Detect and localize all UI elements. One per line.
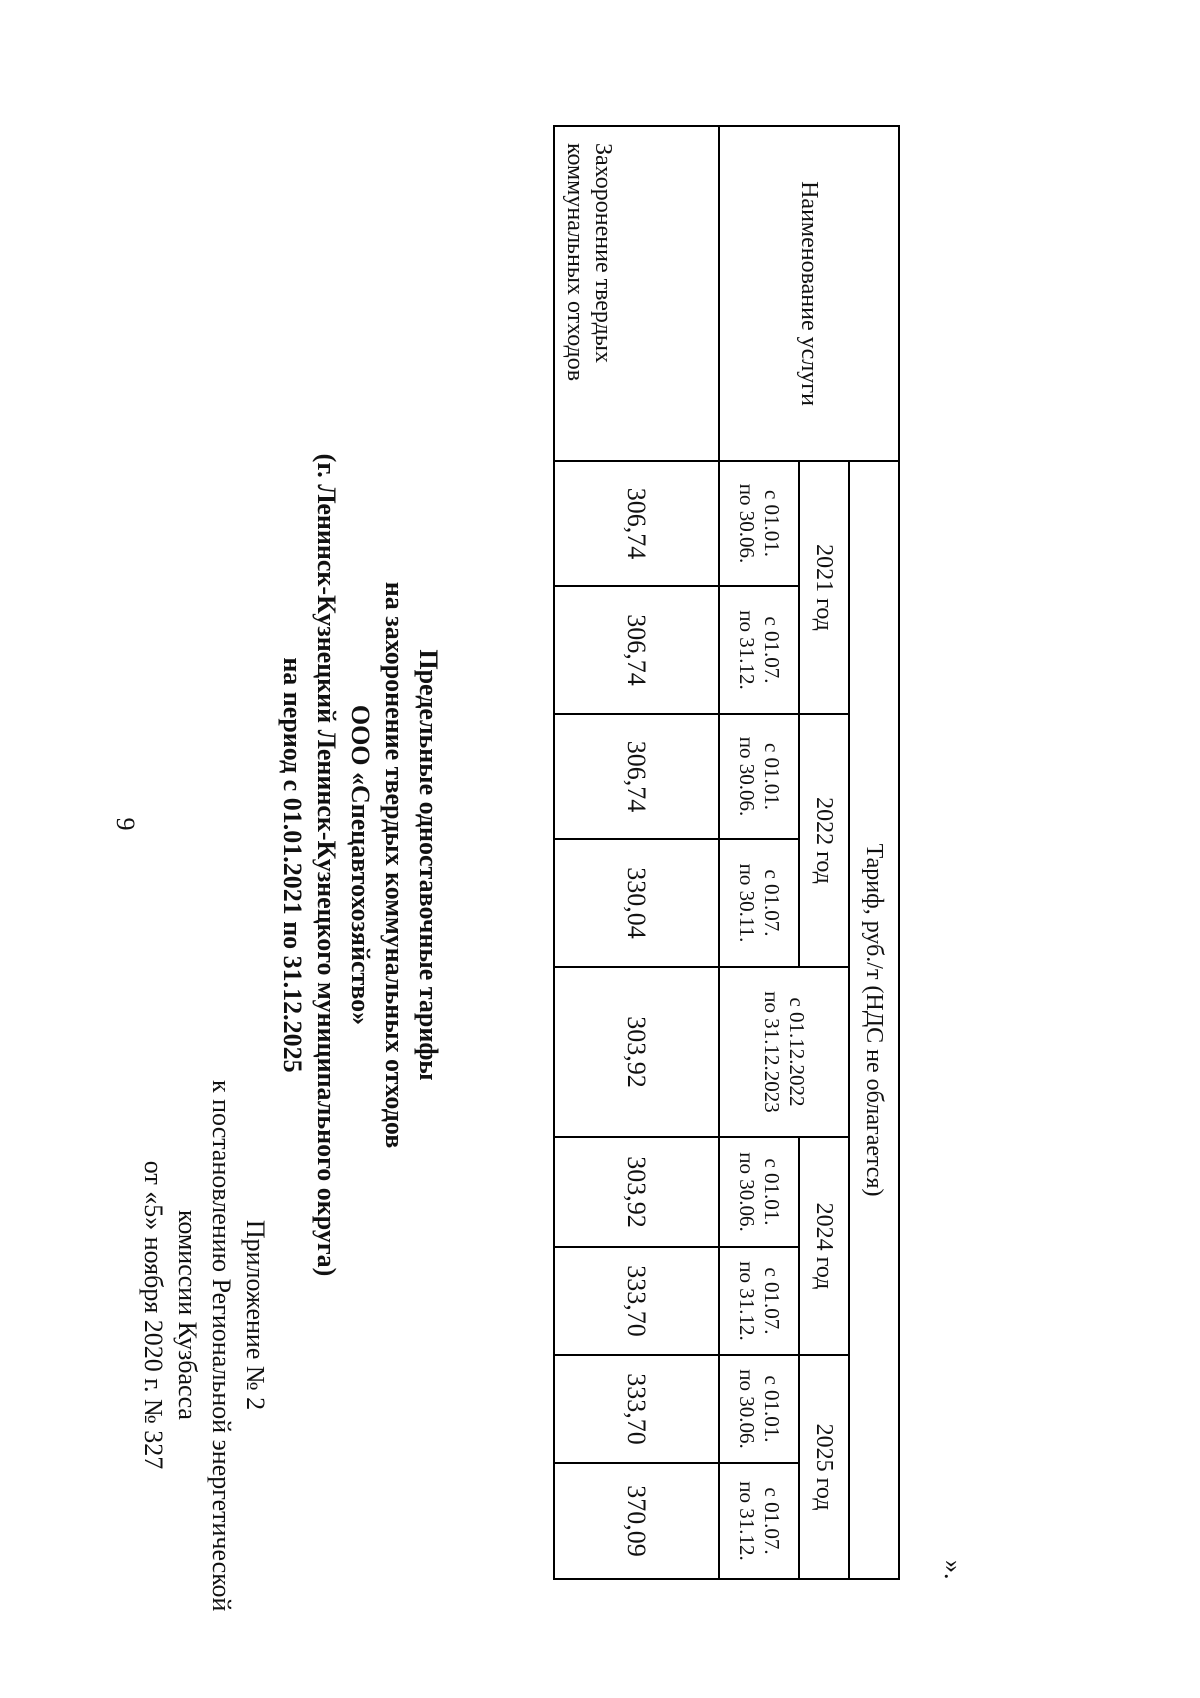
appendix-line: комиссии Кузбасса — [173, 1210, 202, 1420]
period-from: с 01.07. — [760, 1267, 784, 1335]
service-name-line: Захоронение твердых — [590, 143, 616, 363]
appendix-line: Приложение № 2 — [241, 1219, 270, 1411]
period-to: по 31.12.2023 — [760, 991, 784, 1113]
tariff-value-cell: 330,04 — [554, 839, 719, 967]
tariff-header: Тариф, руб./т (НДС не облагается) — [849, 461, 899, 1579]
title-line: (г. Ленинск-Кузнецкий Ленинск-Кузнецкого муниципального округа) — [312, 453, 341, 1277]
appendix-line: к постановлению Региональной энергетической — [207, 1080, 236, 1612]
period-header-2024-h2 — [719, 1247, 799, 1355]
tariff-value-cell: 370,09 — [554, 1463, 719, 1579]
period-from: с 01.07. — [760, 1487, 784, 1555]
year-2024-header: 2024 год — [799, 1137, 849, 1355]
period-from: с 01.01. — [760, 742, 784, 811]
period-from: с 01.01. — [760, 1375, 784, 1443]
title-line: на период с 01.01.2021 по 31.12.2025 — [278, 657, 307, 1073]
closing-quote-mark: ». — [939, 1560, 968, 1580]
service-name-line: коммунальных отходов — [562, 143, 588, 382]
period-header-2022-h1 — [719, 714, 799, 839]
period-to: по 30.06. — [735, 483, 759, 564]
period-from: с 01.12.2022 — [785, 997, 809, 1107]
period-to: по 30.11. — [735, 863, 759, 943]
service-name-header: Наименование услуги — [719, 126, 899, 461]
period-header-2025-h2 — [719, 1463, 799, 1579]
period-to: по 30.06. — [735, 736, 759, 817]
tariff-value-cell: 333,70 — [554, 1247, 719, 1355]
tariff-table — [553, 125, 900, 1580]
year-2021-header: 2021 год — [799, 461, 849, 714]
document-title — [275, 340, 445, 1390]
title-line: на захоронение твердых коммунальных отходов — [380, 581, 409, 1149]
title-line: Предельные одноставочные тарифы — [414, 649, 443, 1081]
tariff-value-cell: 306,74 — [554, 714, 719, 839]
period-to: по 30.06. — [735, 1369, 759, 1449]
tariff-value-cell: 303,92 — [554, 967, 719, 1137]
period-header-2021-h2 — [719, 586, 799, 714]
period-from: с 01.01. — [760, 489, 784, 558]
tariff-value-cell: 306,74 — [554, 461, 719, 586]
tariff-value-cell: 333,70 — [554, 1355, 719, 1463]
tariff-value-cell: 306,74 — [554, 586, 719, 714]
year-2022-header: 2022 год — [799, 714, 849, 967]
period-to: по 30.06. — [735, 1152, 759, 1232]
tariff-value-cell: 303,92 — [554, 1137, 719, 1247]
period-to: по 31.12. — [735, 1481, 759, 1561]
period-header-2021-h1 — [719, 461, 799, 586]
title-line: ООО «Спецавтохозяйство» — [346, 704, 375, 1026]
period-header-2022-2023 — [719, 967, 849, 1137]
period-header-2025-h1 — [719, 1355, 799, 1463]
period-header-2022-h2 — [719, 839, 799, 967]
appendix-line: от «5» ноября 2020 г. № 327 — [139, 1160, 168, 1470]
period-from: с 01.07. — [760, 869, 784, 937]
service-name-cell — [554, 126, 719, 461]
period-header-2024-h1 — [719, 1137, 799, 1247]
period-to: по 31.12. — [735, 1261, 759, 1341]
period-from: с 01.07. — [760, 616, 784, 684]
period-from: с 01.01. — [760, 1158, 784, 1226]
year-2025-header: 2025 год — [799, 1355, 849, 1579]
period-to: по 31.12. — [735, 610, 759, 690]
page-number: 9 — [111, 817, 140, 831]
appendix-reference — [136, 1080, 272, 1612]
table-row — [554, 126, 719, 1579]
